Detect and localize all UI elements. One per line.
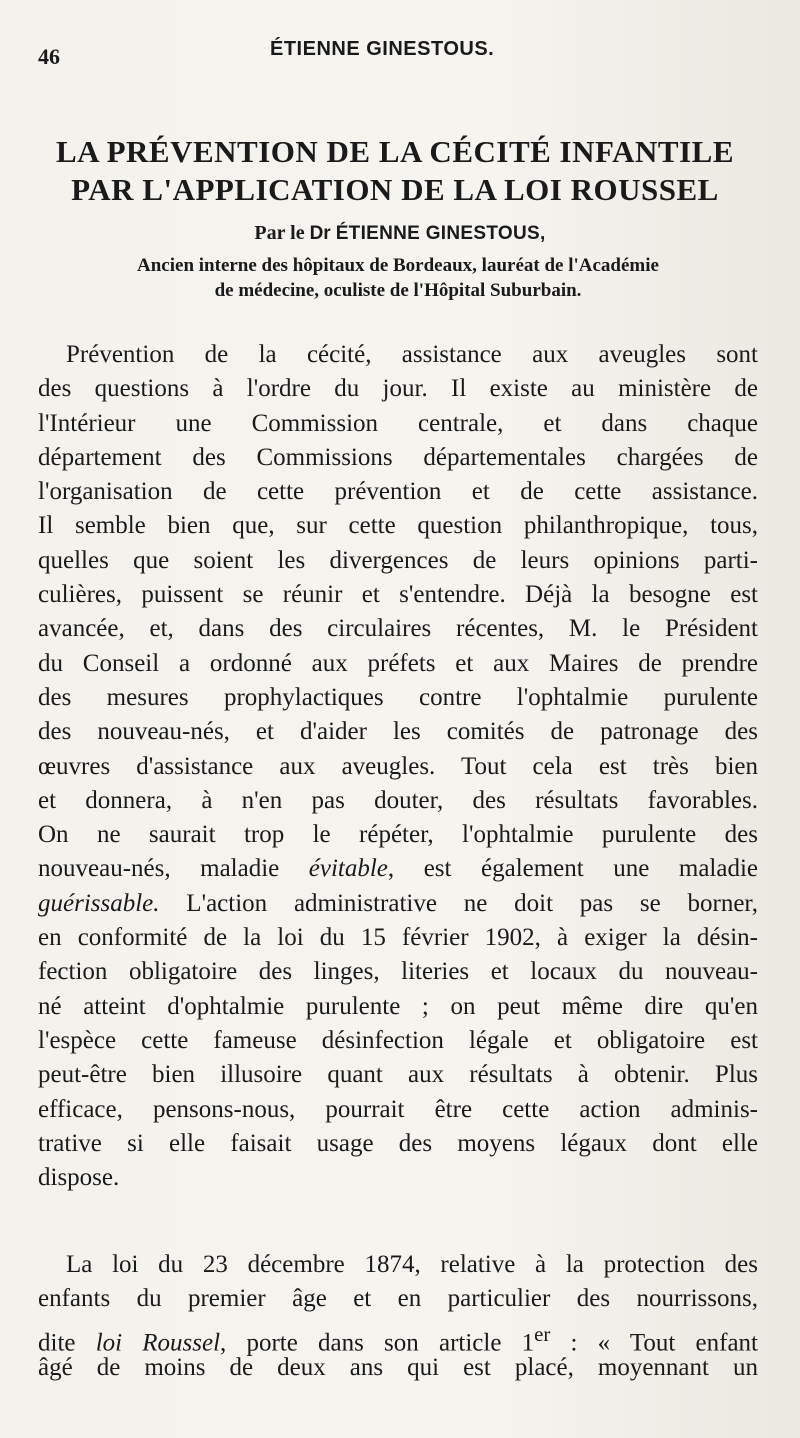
article-title-line-1: LA PRÉVENTION DE LA CÉCITÉ INFANTILE (55, 134, 735, 169)
running-title: ÉTIENNE GINESTOUS. (270, 38, 495, 60)
paragraph-1 (38, 338, 758, 1195)
text-line: Il semble bien que, sur cette question philanthropique, tous, (38, 512, 758, 540)
text-line: dispose. (38, 1164, 120, 1192)
paragraph-2 (38, 1248, 758, 1385)
italic-term-loi-roussel: loi Roussel (95, 1328, 221, 1356)
text-line: Prévention de la cécité, assistance aux aveugles sont (66, 341, 758, 368)
text-run: : « Tout enfant (550, 1328, 758, 1356)
text-run: dite (38, 1328, 96, 1356)
text-line: On ne saurait trop le répéter, l'ophtalmie purulente des (38, 821, 758, 849)
text-line: culières, puissent se réunir et s'entendre. Déjà la besogne est (38, 581, 758, 609)
text-line (38, 887, 758, 921)
text-line: trative si elle faisait usage des moyens légaux dont elle (38, 1129, 758, 1157)
text-line: des questions à l'ordre du jour. Il existe au ministère de (38, 375, 758, 403)
text-line: peut-être bien illusoire quant aux résultats à obtenir. Plus (38, 1061, 758, 1089)
text-line: âgé de moins de deux ans qui est placé, moyennant un (38, 1353, 758, 1381)
text-run: , porte dans son article 1 (220, 1328, 535, 1356)
text-line: département des Commissions départementales chargées de (38, 443, 758, 471)
text-line: l'organisation de cette prévention et de cette assistance. (38, 478, 758, 506)
text-line: efficace, pensons-nous, pourrait être cette action adminis- (38, 1095, 758, 1123)
superscript: er (534, 1321, 551, 1346)
text-line: et donnera, à n'en pas douter, des résultats favorables. (38, 786, 758, 814)
text-line: des nouveau-nés, et d'aider les comités de patronage des (38, 718, 758, 746)
running-head (38, 36, 760, 69)
text-line: du Conseil a ordonné aux préfets et aux Maires de prendre (38, 649, 758, 677)
text-line: l'Intérieur une Commission centrale, et dans chaque (38, 409, 758, 437)
text-line: fection obligatoire des linges, literies et locaux du nouveau- (38, 958, 758, 986)
text-line: des mesures prophylactiques contre l'ophtalmie purulente (38, 683, 758, 711)
byline-author: ÉTIENNE GINESTOUS, (335, 223, 546, 244)
byline (0, 222, 800, 245)
text-line: La loi du 23 décembre 1874, relative à la protection des (66, 1251, 758, 1278)
text-line: œuvres d'assistance aux aveugles. Tout cela est très bien (38, 752, 758, 780)
text-line: quelles que soient les divergences de leurs opinions parti- (38, 546, 758, 574)
text-line: avancée, et, dans des circulaires récentes, M. le Président (38, 615, 758, 643)
text-line: enfants du premier âge et en particulier des nourrissons, (38, 1285, 758, 1313)
page-number: 46 (38, 44, 60, 69)
byline-title: Dr (309, 223, 331, 244)
italic-term-evitable: évitable (308, 855, 388, 883)
text-line: en conformité de la loi du 15 février 1902, à exiger la désin- (38, 924, 758, 952)
text-run: nouveau-nés, maladie (38, 855, 309, 883)
text-run: L'action administrative ne doit pas se borner, (159, 889, 758, 917)
text-line (38, 1317, 758, 1356)
article-title-line-2: PAR L'APPLICATION DE LA LOI ROUSSEL (71, 172, 719, 207)
affiliation-line-2: de médecine, oculiste de l'Hôpital Suburbain. (214, 280, 582, 301)
italic-term-guerissable: guérissable. (38, 889, 160, 917)
text-run: , est également une maladie (387, 855, 759, 883)
byline-prefix: Par le (254, 222, 305, 244)
text-line: né atteint d'ophtalmie purulente ; on peut même dire qu'en (38, 992, 758, 1020)
text-line: l'espèce cette fameuse désinfection légale et obligatoire est (38, 1026, 758, 1054)
text-line (38, 852, 758, 886)
affiliation-line-1: Ancien interne des hôpitaux de Bordeaux, lauréat de l'Académie (137, 255, 659, 276)
